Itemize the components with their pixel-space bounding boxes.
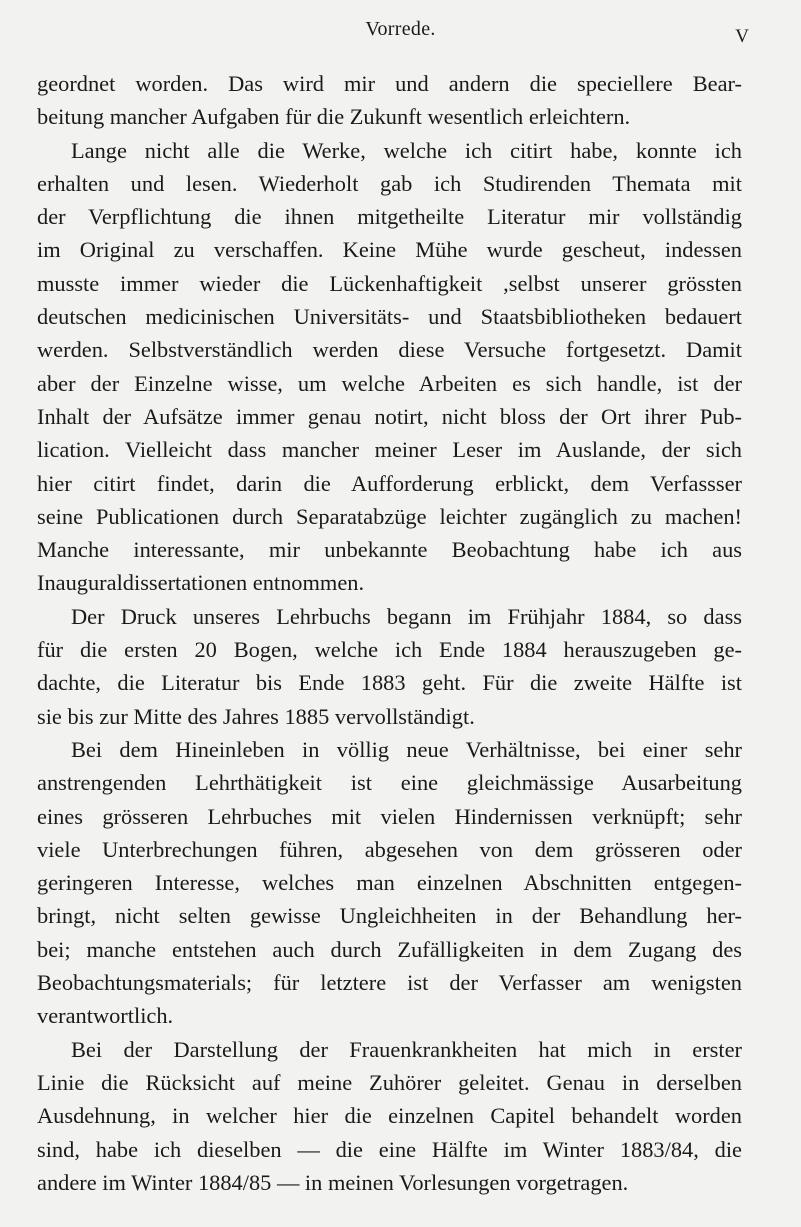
text-line: Bei dem Hineinleben in völlig neue Verhältnisse, bei einer sehr	[71, 736, 742, 762]
text-line: anstrengenden Lehrthätigkeit ist eine gleichmässige Ausarbeitung	[37, 770, 742, 796]
text-line: aber der Einzelne wisse, um welche Arbeiten es sich handle, ist der	[37, 370, 742, 396]
text-line: sind, habe ich dieselben — die eine Hälfte im Winter 1883/84, die	[37, 1136, 742, 1162]
running-title: Vorrede.	[365, 18, 436, 40]
paragraph	[37, 733, 742, 1033]
text-line: werden. Selbstverständlich werden diese Versuche fortgesetzt. Damit	[37, 337, 742, 363]
text-line: beitung mancher Aufgaben für die Zukunft wesentlich erleichtern.	[37, 104, 631, 130]
text-line: eines grösseren Lehrbuches mit vielen Hindernissen verknüpft; sehr	[37, 803, 742, 829]
text-line: viele Unterbrechungen führen, abgesehen von dem grösseren oder	[37, 836, 742, 862]
text-line: seine Publicationen durch Separatabzüge leichter zugänglich zu machen!	[37, 503, 742, 529]
text-line: der Verpflichtung die ihnen mitgetheilte Literatur mir vollständig	[37, 204, 742, 230]
text-line: dachte, die Literatur bis Ende 1883 geht. Für die zweite Hälfte ist	[37, 670, 742, 696]
text-line: bringt, nicht selten gewisse Ungleichheiten in der Behandlung her-	[37, 903, 742, 929]
text-line: Linie die Rücksicht auf meine Zuhörer geleitet. Genau in derselben	[37, 1069, 742, 1095]
text-line: Manche interessante, mir unbekannte Beobachtung habe ich aus	[37, 537, 742, 563]
text-line: Inhalt der Aufsätze immer genau notirt, nicht bloss der Ort ihrer Pub-	[37, 403, 742, 429]
paragraph	[37, 1033, 742, 1199]
body-text	[37, 67, 742, 1199]
text-line: musste immer wieder die Lückenhaftigkeit ,selbst unserer grössten	[37, 270, 742, 296]
text-line: Ausdehnung, in welcher hier die einzelnen Capitel behandelt worden	[37, 1103, 742, 1129]
text-line: deutschen medicinischen Universitäts- und Staatsbibliotheken bedauert	[37, 304, 742, 330]
paragraph	[37, 600, 742, 733]
text-line: erhalten und lesen. Wiederholt gab ich Studirenden Themata mit	[37, 170, 742, 196]
text-line: hier citirt findet, darin die Aufforderung erblickt, dem Verfassser	[37, 470, 742, 496]
text-line: andere im Winter 1884/85 — in meinen Vorlesungen vorgetragen.	[37, 1169, 629, 1195]
text-line: lication. Vielleicht dass mancher meiner Leser im Auslande, der sich	[37, 437, 742, 463]
text-line: geringeren Interesse, welches man einzelnen Abschnitten entgegen-	[37, 870, 742, 896]
text-line: für die ersten 20 Bogen, welche ich Ende 1884 herauszugeben ge-	[37, 637, 742, 663]
text-line: Bei der Darstellung der Frauenkrankheiten hat mich in erster	[71, 1036, 742, 1062]
text-line: geordnet worden. Das wird mir und andern die speciellere Bear-	[37, 71, 742, 96]
text-line: im Original zu verschaffen. Keine Mühe wurde gescheut, indessen	[37, 237, 742, 263]
paragraph	[37, 67, 742, 134]
text-line: Der Druck unseres Lehrbuchs begann im Frühjahr 1884, so dass	[71, 603, 742, 629]
text-line: Inauguraldissertationen entnommen.	[37, 570, 365, 596]
paragraph	[37, 134, 742, 600]
text-line: bei; manche entstehen auch durch Zufälligkeiten in dem Zugang des	[37, 936, 742, 962]
text-line: sie bis zur Mitte des Jahres 1885 vervollständigt.	[37, 703, 475, 729]
text-line: verantwortlich.	[37, 1003, 174, 1029]
page-number: V	[735, 26, 749, 47]
text-line: Beobachtungsmaterials; für letztere ist der Verfasser am wenigsten	[37, 970, 742, 996]
text-line: Lange nicht alle die Werke, welche ich citirt habe, konnte ich	[71, 137, 742, 163]
